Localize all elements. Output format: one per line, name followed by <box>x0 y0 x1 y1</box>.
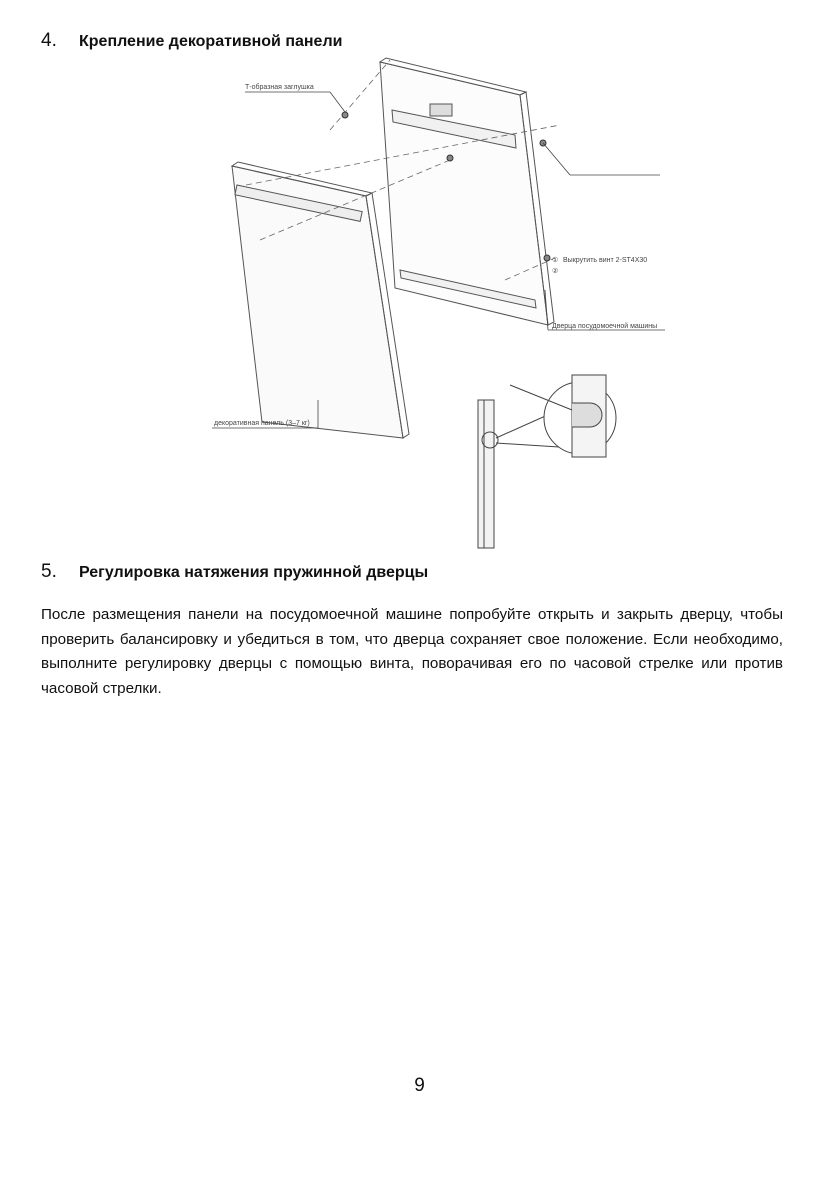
section-5-heading <box>41 561 428 583</box>
door-adjustment-paragraph: После размещения панели на посудомоечной машине попробуйте открыть и закрыть дверцу, чтобы проверить балансировку и убедиться в том, что дверца сохраняет свое положение. Если необходимо, выполните регулировку дверцы с помощью винта, поворачивая его по часовой стрелке или против часовой стрелки. <box>41 606 783 697</box>
page-number: 9 <box>414 1075 425 1096</box>
section-4-title: Крепление декоративной панели <box>79 33 343 50</box>
remove-screw-label: Выкрутить винт 2-ST4X30 <box>563 257 648 264</box>
step2-marker: ② <box>552 268 559 275</box>
side-detail-view <box>478 375 616 548</box>
step1-marker: ① <box>552 257 559 264</box>
dishwasher-door <box>380 58 554 325</box>
tee-plug-label: Т-образная заглушка <box>245 84 314 91</box>
dishwasher-door-label: Дверца посудомоечной машины <box>552 323 658 330</box>
decorative-panel <box>232 162 409 438</box>
section-5-title: Регулировка натяжения пружинной дверцы <box>79 564 429 581</box>
decorative-panel-label: декоративная панель (3–7 кг) <box>214 420 310 427</box>
section-5-number: 5. <box>41 561 57 582</box>
panel-mounting-diagram <box>0 0 839 560</box>
section-4-number: 4. <box>41 30 57 51</box>
